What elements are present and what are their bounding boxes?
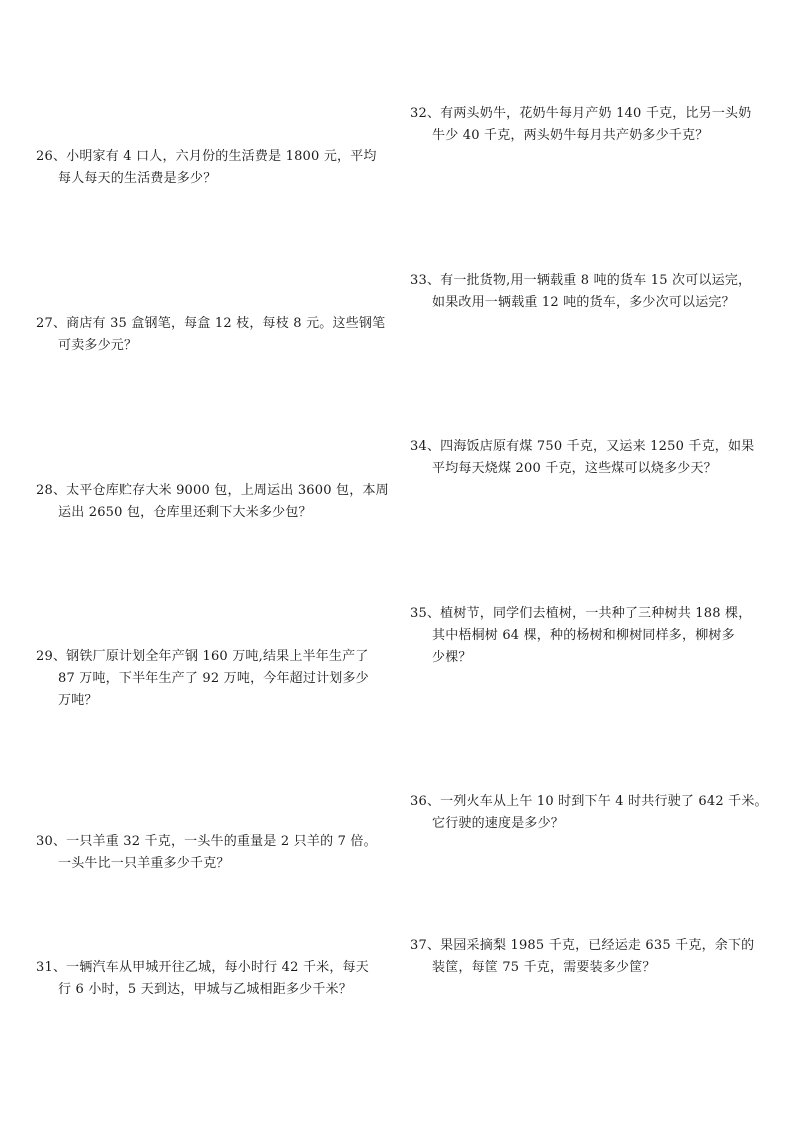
problem-29: [36, 646, 369, 712]
problem-35-line-2: 其中梧桐树 64 棵，种的杨树和柳树同样多，柳树多: [432, 628, 735, 643]
problem-30-line-1: 30、一只羊重 32 千克，一头牛的重量是 2 只羊的 7 倍。: [36, 834, 377, 849]
problem-26-line-2: 每人每天的生活费是多少？: [58, 171, 217, 186]
problem-31: [36, 957, 369, 1001]
problem-34-line-2: 平均每天烧煤 200 千克，这些煤可以烧多少天？: [432, 461, 717, 476]
problem-36-line-1: 36、一列火车从上午 10 时到下午 4 时共行驶了 642 千米。: [410, 794, 768, 809]
problem-34-line-1: 34、四海饭店原有煤 750 千克，又运来 1250 千克，如果: [410, 439, 755, 454]
problem-35-line-3: 少棵？: [432, 650, 472, 665]
problem-30-line-2: 一头牛比一只羊重多少千克？: [58, 856, 230, 871]
problem-28: [36, 480, 389, 524]
problem-33-line-2: 如果改用一辆载重 12 吨的货车，多少次可以运完？: [432, 295, 735, 310]
problem-29-line-2: 87 万吨，下半年生产了 92 万吨，今年超过计划多少: [58, 671, 369, 686]
problem-31-line-2: 行 6 小时，5 天到达，甲城与乙城相距多少千米？: [58, 982, 352, 997]
problem-28-line-2: 运出 2650 包，仓库里还剩下大米多少包？: [58, 505, 312, 520]
problem-33: [410, 270, 751, 314]
problem-32: [410, 103, 751, 147]
problem-27-line-2: 可卖多少元？: [58, 338, 138, 353]
problem-32-line-1: 32、有两头奶牛，花奶牛每月产奶 140 千克，比另一头奶: [410, 106, 752, 121]
problem-35-line-1: 35、植树节，同学们去植树，一共种了三种树共 188 棵，: [410, 606, 752, 621]
problem-35: [410, 603, 751, 669]
problem-34: [410, 436, 754, 480]
problem-37: [410, 935, 754, 979]
problem-28-line-1: 28、太平仓库贮存大米 9000 包，上周运出 3600 包，本周: [36, 483, 389, 498]
problem-30: [36, 831, 377, 875]
problem-29-line-1: 29、钢铁厂原计划全年产钢 160 万吨,结果上半年生产了: [36, 649, 369, 664]
problem-26: [36, 146, 377, 190]
problem-33-line-1: 33、有一批货物,用一辆载重 8 吨的货车 15 次可以运完，: [410, 273, 752, 288]
problem-31-line-1: 31、一辆汽车从甲城开往乙城，每小时行 42 千米，每天: [36, 960, 369, 975]
problem-27: [36, 313, 385, 357]
problem-29-line-3: 万吨？: [58, 693, 98, 708]
problem-32-line-2: 牛少 40 千克，两头奶牛每月共产奶多少千克？: [432, 128, 709, 143]
problem-36-line-2: 它行驶的速度是多少？: [432, 816, 565, 831]
problem-37-line-2: 装筐，每筐 75 千克，需要装多少筐？: [432, 960, 656, 975]
problem-36: [410, 791, 768, 835]
problem-37-line-1: 37、果园采摘梨 1985 千克，已经运走 635 千克，余下的: [410, 938, 755, 953]
problem-27-line-1: 27、商店有 35 盒钢笔，每盒 12 枝，每枝 8 元。这些钢笔: [36, 316, 386, 331]
problem-26-line-1: 26、小明家有 4 口人，六月份的生活费是 1800 元，平均: [36, 149, 377, 164]
